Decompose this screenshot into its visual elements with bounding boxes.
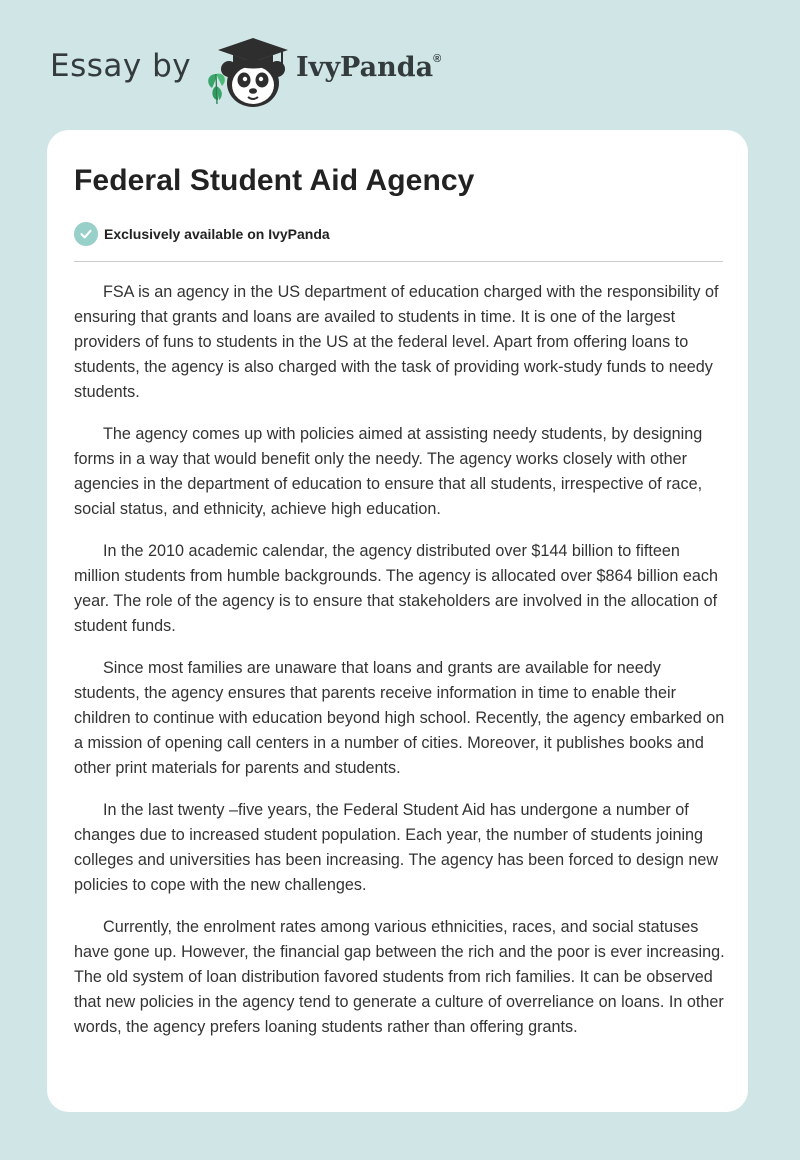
essay-body (74, 280, 728, 1057)
site-header (50, 34, 510, 110)
exclusive-badge-label: Exclusively available on IvyPanda (104, 226, 330, 242)
paragraph: The agency comes up with policies aimed at assisting needy students, by designing forms in a way that would benefit only the needy. The agency works closely with other agencies in the department of education to ensure that all students, irrespective of race, social status, and ethnicity, achieve high education. (74, 425, 703, 518)
title-divider (74, 261, 723, 262)
essay-by-label: Essay by (50, 48, 192, 84)
registered-mark: ® (433, 53, 442, 65)
checkmark-icon (74, 222, 98, 246)
exclusive-badge (74, 222, 330, 246)
brand-name-text: IvyPanda (296, 52, 434, 83)
paragraph: In the last twenty –five years, the Federal Student Aid has undergone a number of changes due to increased student population. Each year, the number of students joining colleges and universities has been increasing. The agency has been forced to design new policies to cope with the new challenges. (74, 801, 719, 894)
essay-title: Federal Student Aid Agency (74, 164, 475, 197)
paragraph: In the 2010 academic calendar, the agency distributed over $144 billion to fifteen million students from humble backgrounds. The agency is allocated over $864 billion each year. The role of the agency is to ensure that stakeholders are involved in the allocation of student funds. (74, 542, 718, 635)
brand-name[interactable] (296, 52, 441, 83)
paragraph: Currently, the enrolment rates among various ethnicities, races, and social statuses have gone up. However, the financial gap between the rich and the poor is ever increasing. The old system of loan distribution favored students from rich families. It can be observed that new policies in the agency tend to generate a culture of overreliance on loans. In other words, the agency prefers loaning students rather than offering grants. (74, 918, 725, 1036)
panda-logo-icon[interactable] (202, 34, 294, 110)
paragraph: Since most families are unaware that loans and grants are available for needy students, the agency ensures that parents receive information in time to enable their children to continue with education beyond high school. Recently, the agency embarked on a mission of opening call centers in a number of cities. Moreover, it publishes books and other print materials for parents and students. (74, 659, 725, 777)
paragraph: FSA is an agency in the US department of education charged with the responsibility of ensuring that grants and loans are availed to students in time. It is one of the largest providers of funs to students in the US at the federal level. Apart from offering loans to students, the agency is also charged with the task of providing work-study funds to needy students. (74, 283, 719, 401)
essay-card (47, 130, 748, 1112)
ivy-leaf-icon (208, 74, 225, 104)
